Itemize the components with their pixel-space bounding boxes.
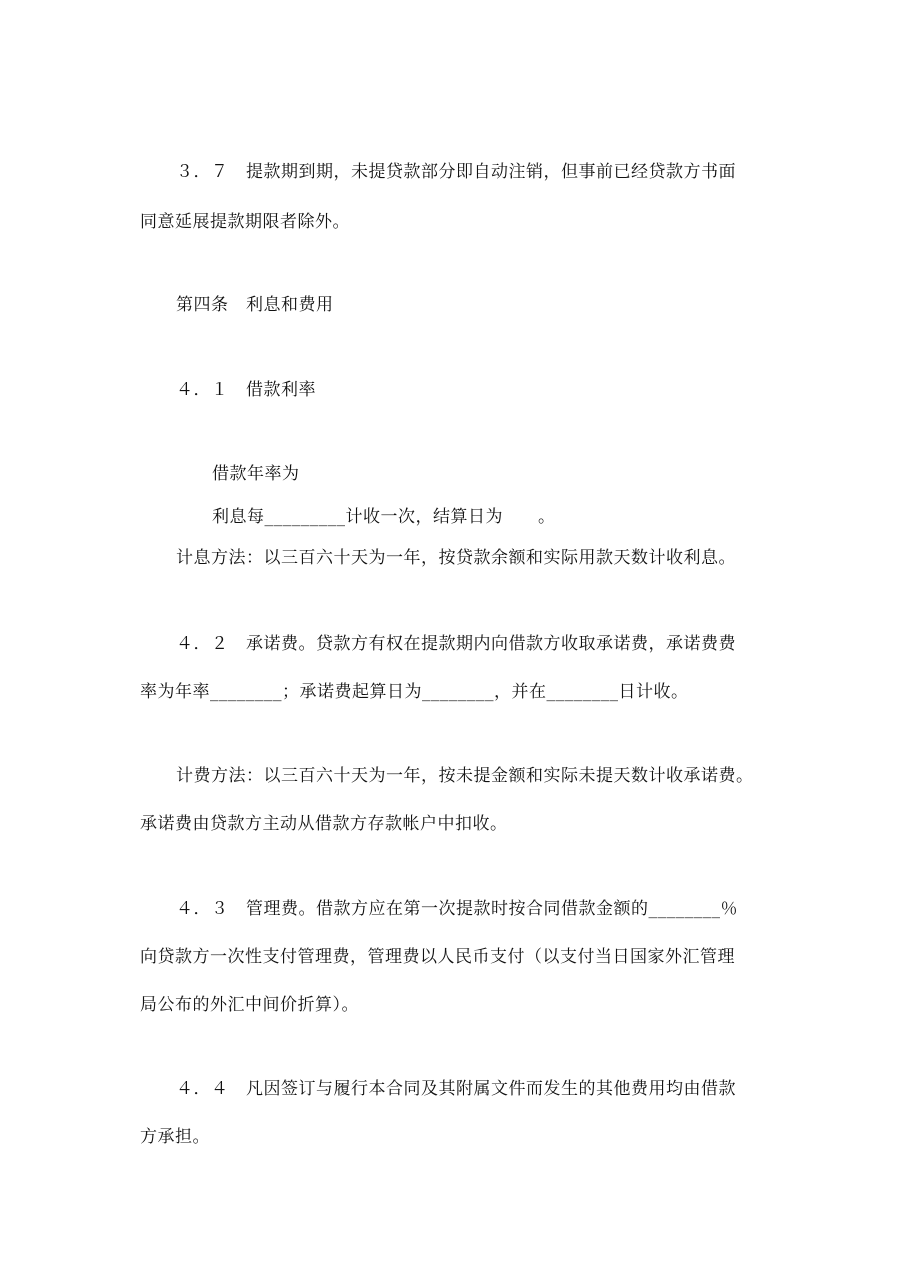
- clause-4-2-line-2: 率为年率________；承诺费起算日为________，并在________日计收。: [140, 682, 689, 702]
- interest-period-line: 利息每_________计收一次，结算日为 。: [212, 507, 556, 527]
- loan-annual-rate-line: 借款年率为: [212, 464, 300, 484]
- clause-4-3-line-1: ４．３ 管理费。借款方应在第一次提款时按合同借款金额的________％: [176, 899, 738, 919]
- clause-4-4-line-2: 方承担。: [140, 1127, 210, 1147]
- fee-method-line-1: 计费方法：以三百六十天为一年，按未提金额和实际未提天数计收承诺费。: [176, 766, 754, 786]
- clause-4-1-heading: ４．１ 借款利率: [176, 380, 316, 400]
- clause-3-7-line-1: ３．７ 提款期到期，未提贷款部分即自动注销，但事前已经贷款方书面: [176, 162, 736, 182]
- interest-method-line: 计息方法：以三百六十天为一年，按贷款余额和实际用款天数计收利息。: [176, 548, 736, 568]
- clause-4-2-line-1: ４．２ 承诺费。贷款方有权在提款期内向借款方收取承诺费，承诺费费: [176, 634, 736, 654]
- clause-3-7-line-2: 同意延展提款期限者除外。: [140, 212, 350, 232]
- fee-method-line-2: 承诺费由贷款方主动从借款方存款帐户中扣收。: [140, 814, 508, 834]
- clause-4-3-line-2: 向贷款方一次性支付管理费，管理费以人民币支付（以支付当日国家外汇管理: [140, 947, 735, 967]
- article-4-heading: 第四条 利息和费用: [176, 295, 334, 315]
- clause-4-3-line-3: 局公布的外汇中间价折算）。: [140, 995, 359, 1015]
- clause-4-4-line-1: ４．４ 凡因签订与履行本合同及其附属文件而发生的其他费用均由借款: [176, 1079, 736, 1099]
